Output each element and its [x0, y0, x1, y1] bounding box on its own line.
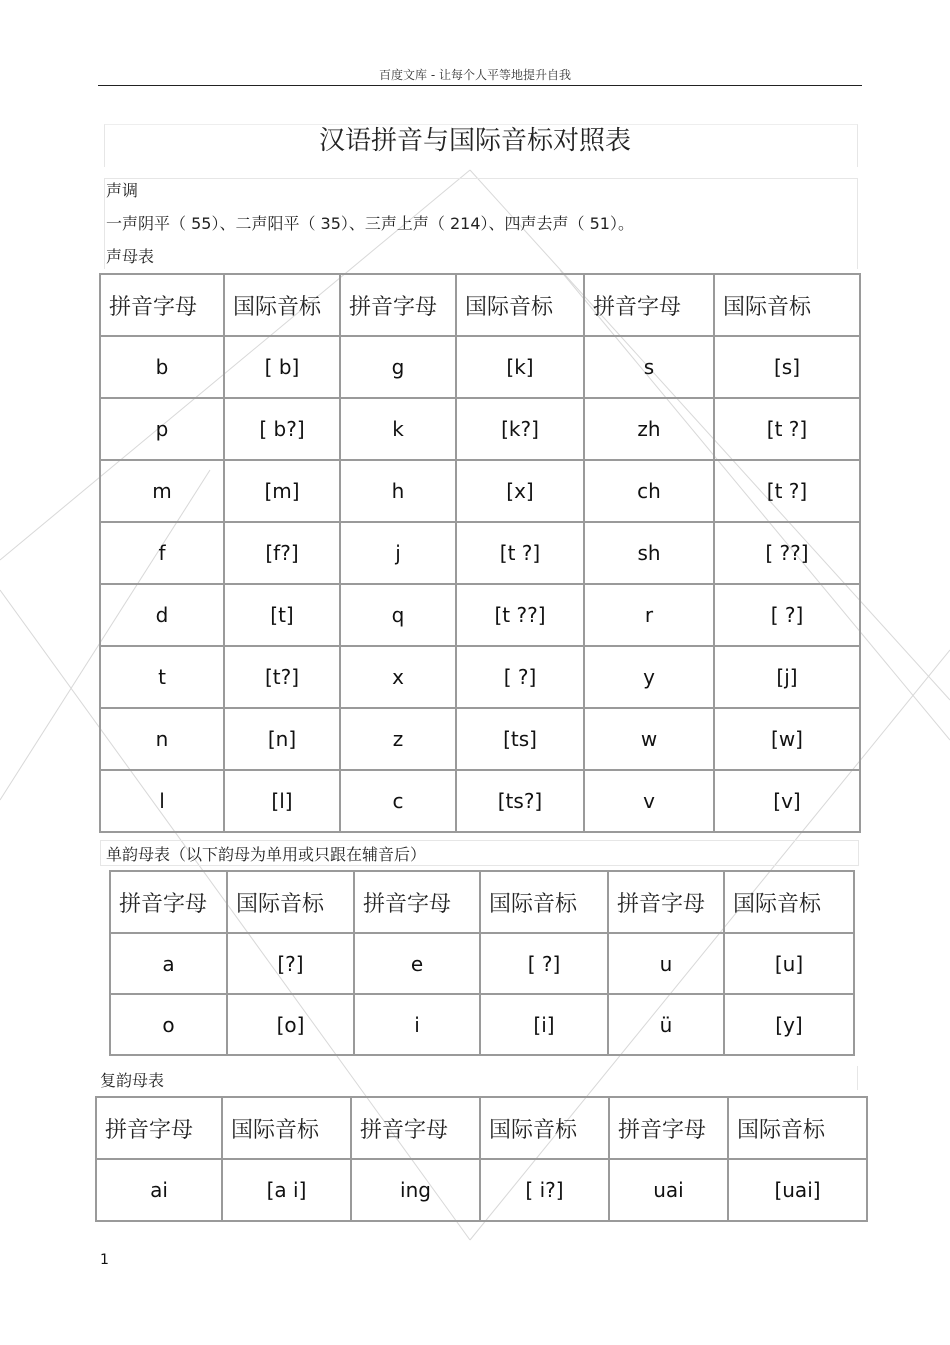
page-number: 1 — [100, 1252, 109, 1268]
pinyin-cell: u — [608, 933, 724, 994]
pinyin-cell: g — [340, 336, 456, 398]
pinyin-cell: w — [584, 708, 714, 770]
table-row — [100, 522, 860, 584]
ipa-cell: [m] — [224, 460, 340, 522]
column-header: 拼音字母 — [608, 871, 724, 933]
header-divider — [98, 85, 862, 86]
column-header: 拼音字母 — [584, 274, 714, 336]
column-header: 拼音字母 — [96, 1097, 222, 1159]
initials-table — [99, 273, 861, 833]
column-header: 国际音标 — [714, 274, 860, 336]
ipa-cell: [o] — [227, 994, 354, 1055]
ipa-cell: [t ?] — [456, 522, 584, 584]
tones-heading: 声调 — [106, 181, 139, 200]
ipa-cell: [n] — [224, 708, 340, 770]
ipa-cell: [t ?] — [714, 398, 860, 460]
compound-finals-table — [95, 1096, 868, 1222]
column-header: 国际音标 — [480, 871, 608, 933]
pinyin-cell: zh — [584, 398, 714, 460]
table-row — [100, 646, 860, 708]
pinyin-cell: ch — [584, 460, 714, 522]
table-row — [96, 1159, 867, 1221]
pinyin-cell: a — [110, 933, 227, 994]
compound-finals-caption-frame — [857, 1066, 858, 1090]
pinyin-cell: j — [340, 522, 456, 584]
column-header: 国际音标 — [222, 1097, 351, 1159]
table-header-row — [110, 871, 854, 933]
column-header: 国际音标 — [227, 871, 354, 933]
ipa-cell: [t ?] — [714, 460, 860, 522]
pinyin-cell: v — [584, 770, 714, 832]
ipa-cell: [ ??] — [714, 522, 860, 584]
table-row — [110, 994, 854, 1055]
pinyin-cell: f — [100, 522, 224, 584]
ipa-cell: [s] — [714, 336, 860, 398]
ipa-cell: [w] — [714, 708, 860, 770]
pinyin-cell: m — [100, 460, 224, 522]
pinyin-cell: b — [100, 336, 224, 398]
pinyin-cell: c — [340, 770, 456, 832]
column-header: 国际音标 — [480, 1097, 609, 1159]
simple-finals-heading: 单韵母表（以下韵母为单用或只跟在辅音后） — [106, 845, 427, 864]
pinyin-cell: ai — [96, 1159, 222, 1221]
ipa-cell: [k] — [456, 336, 584, 398]
pinyin-cell: x — [340, 646, 456, 708]
ipa-cell: [ ?] — [714, 584, 860, 646]
pinyin-cell: sh — [584, 522, 714, 584]
column-header: 拼音字母 — [100, 274, 224, 336]
pinyin-cell: d — [100, 584, 224, 646]
table-header-row — [96, 1097, 867, 1159]
column-header: 国际音标 — [456, 274, 584, 336]
ipa-cell: [t ??] — [456, 584, 584, 646]
pinyin-cell: p — [100, 398, 224, 460]
pinyin-cell: ü — [608, 994, 724, 1055]
initials-heading: 声母表 — [106, 247, 155, 266]
table-row — [100, 770, 860, 832]
table-row — [100, 708, 860, 770]
column-header: 国际音标 — [728, 1097, 867, 1159]
pinyin-cell: e — [354, 933, 480, 994]
column-header: 拼音字母 — [110, 871, 227, 933]
ipa-cell: [k?] — [456, 398, 584, 460]
tones-text: 一声阴平（ 55）、二声阳平（ 35）、三声上声（ 214）、四声去声（ 51）。 — [106, 214, 634, 233]
table-row — [100, 584, 860, 646]
pinyin-cell: i — [354, 994, 480, 1055]
pinyin-cell: r — [584, 584, 714, 646]
pinyin-cell: ing — [351, 1159, 480, 1221]
column-header: 国际音标 — [724, 871, 854, 933]
pinyin-cell: n — [100, 708, 224, 770]
compound-finals-heading: 复韵母表 — [100, 1071, 165, 1090]
ipa-cell: [a i] — [222, 1159, 351, 1221]
ipa-cell: [i] — [480, 994, 608, 1055]
table-row — [100, 460, 860, 522]
ipa-cell: [?] — [227, 933, 354, 994]
column-header: 拼音字母 — [609, 1097, 728, 1159]
ipa-cell: [ts?] — [456, 770, 584, 832]
ipa-cell: [l] — [224, 770, 340, 832]
page-header: 百度文库 - 让每个人平等地提升自我 — [379, 68, 571, 82]
pinyin-cell: t — [100, 646, 224, 708]
table-row — [100, 398, 860, 460]
column-header: 拼音字母 — [351, 1097, 480, 1159]
column-header: 拼音字母 — [354, 871, 480, 933]
pinyin-cell: h — [340, 460, 456, 522]
ipa-cell: [t?] — [224, 646, 340, 708]
column-header: 拼音字母 — [340, 274, 456, 336]
column-header: 国际音标 — [224, 274, 340, 336]
pinyin-cell: o — [110, 994, 227, 1055]
pinyin-cell: y — [584, 646, 714, 708]
table-row — [110, 933, 854, 994]
ipa-cell: [ i?] — [480, 1159, 609, 1221]
ipa-cell: [ b] — [224, 336, 340, 398]
table-header-row — [100, 274, 860, 336]
ipa-cell: [ts] — [456, 708, 584, 770]
ipa-cell: [uai] — [728, 1159, 867, 1221]
pinyin-cell: q — [340, 584, 456, 646]
table-row — [100, 336, 860, 398]
ipa-cell: [ b?] — [224, 398, 340, 460]
ipa-cell: [ ?] — [456, 646, 584, 708]
ipa-cell: [y] — [724, 994, 854, 1055]
pinyin-cell: l — [100, 770, 224, 832]
pinyin-cell: uai — [609, 1159, 728, 1221]
pinyin-cell: z — [340, 708, 456, 770]
ipa-cell: [x] — [456, 460, 584, 522]
ipa-cell: [j] — [714, 646, 860, 708]
page-title: 汉语拼音与国际音标对照表 — [318, 126, 631, 156]
pinyin-cell: s — [584, 336, 714, 398]
ipa-cell: [u] — [724, 933, 854, 994]
ipa-cell: [ ?] — [480, 933, 608, 994]
ipa-cell: [v] — [714, 770, 860, 832]
simple-finals-table — [109, 870, 855, 1056]
pinyin-cell: k — [340, 398, 456, 460]
ipa-cell: [t] — [224, 584, 340, 646]
ipa-cell: [f?] — [224, 522, 340, 584]
